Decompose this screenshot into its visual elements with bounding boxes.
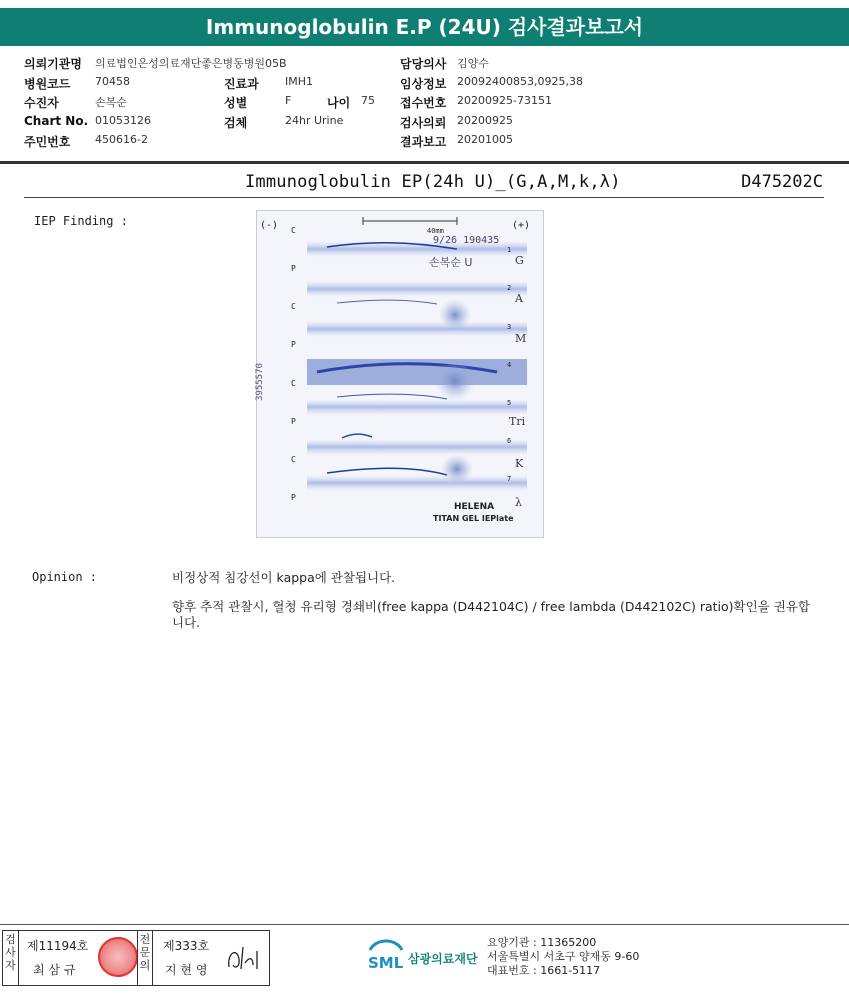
gel-brand-sub: TITAN GEL IEPlate — [433, 514, 514, 523]
antiserum-label: λ — [515, 496, 522, 509]
ward-code-value: 70458 — [95, 75, 130, 88]
seal-stamp — [98, 937, 138, 977]
company-phone: 대표번호 : 1661-5117 — [487, 964, 601, 977]
institution-code: 요양기관 : 11365200 — [487, 936, 597, 949]
lane-letter: P — [291, 417, 296, 426]
dept-value: IMH1 — [285, 75, 314, 88]
test-code: D475202C — [741, 172, 823, 192]
lane-number: 3 — [507, 323, 512, 331]
receipt-value: 20200925-73151 — [457, 94, 552, 107]
antiserum-label: Tri — [509, 415, 526, 428]
gel-patient-name: 손복순 U — [429, 256, 473, 269]
signature-box — [2, 930, 270, 986]
title-underline — [24, 197, 824, 198]
receipt-label: 접수번호 — [400, 96, 447, 110]
lane-letter: C — [291, 455, 296, 464]
id-value: 450616-2 — [95, 133, 148, 146]
test-title: Immunoglobulin EP(24h U)_(G,A,M,k,λ) — [245, 172, 621, 192]
lane-number: 7 — [507, 475, 512, 483]
gel-positive-pole: (+) — [512, 220, 531, 231]
antiserum-label: M — [515, 332, 527, 345]
doctor-label: 담당의사 — [400, 57, 447, 71]
antiserum-label: A — [515, 292, 523, 305]
patient-value: 손복순 — [95, 96, 127, 109]
gel-side-number: 3955570 — [255, 363, 265, 401]
gel-brand: HELENA — [454, 502, 495, 512]
section-divider — [0, 161, 849, 164]
company-name: 삼광의료재단 — [408, 952, 478, 966]
patient-label: 수진자 — [24, 96, 59, 110]
lane-letter: C — [291, 379, 296, 388]
specialist-license: 제333호 — [163, 939, 210, 953]
lane-letter: C — [291, 226, 296, 235]
lane-number: 4 — [507, 361, 512, 369]
lane-letter: P — [291, 493, 296, 502]
specialist-name: 지 현 영 — [165, 963, 208, 977]
sex-value: F — [285, 94, 292, 107]
opinion-line-2: 향후 추적 관찰시, 혈청 유리형 경쇄비(free kappa (D442104C) / free lambda (D442102C) ratio)확인을 권유합니다. — [172, 599, 810, 630]
gel-date: 9/26 190435 — [433, 235, 500, 246]
iep-gel-image — [256, 210, 544, 538]
lane-number: 6 — [507, 437, 512, 445]
sex-label: 성별 — [224, 96, 248, 110]
logo-text: SML — [368, 954, 404, 972]
lane-number: 1 — [507, 246, 512, 254]
age-label: 나이 — [327, 96, 351, 110]
id-label: 주민번호 — [24, 135, 71, 149]
report-value: 20201005 — [457, 133, 513, 146]
iep-finding-label: IEP Finding : — [34, 214, 128, 228]
lane-letter: C — [291, 302, 296, 311]
specialist-label: 전문의 — [137, 931, 153, 985]
chart-label: Chart No. — [24, 114, 89, 128]
gel-negative-pole: (-) — [260, 220, 279, 231]
signature-icon — [223, 939, 263, 979]
opinion-label: Opinion : — [32, 570, 98, 584]
specimen-value: 24hr Urine — [285, 114, 344, 127]
footer-divider — [0, 924, 849, 925]
request-value: 20200925 — [457, 114, 513, 127]
lane-number: 5 — [507, 399, 512, 407]
examiner-name: 최 삼 규 — [33, 963, 76, 977]
dept-label: 진료과 — [224, 77, 259, 91]
lane-letter: P — [291, 340, 296, 349]
gel-scale: 40mm — [427, 227, 444, 235]
hospital-label: 의뢰기관명 — [24, 57, 82, 71]
company-address: 서울특별시 서초구 양재동 9-60 — [487, 950, 640, 963]
lane-number: 2 — [507, 284, 512, 292]
specimen-label: 검체 — [224, 116, 248, 130]
clinical-value: 20092400853,0925,38 — [457, 75, 583, 88]
opinion-line-1: 비정상적 침강선이 kappa에 관찰됩니다. — [172, 570, 396, 585]
lane-letter: P — [291, 264, 296, 273]
gel-drawing — [257, 211, 543, 537]
examiner-license: 제11194호 — [27, 939, 89, 953]
age-value: 75 — [361, 94, 375, 107]
hospital-value: 의료법인은성의료재단좋은병동병원05B — [95, 57, 287, 70]
examiner-label: 검사자 — [3, 931, 19, 985]
antiserum-label: G — [515, 254, 524, 267]
request-label: 검사의뢰 — [400, 116, 447, 130]
company-info — [487, 936, 639, 978]
report-label: 결과보고 — [400, 135, 447, 149]
chart-value: 01053126 — [95, 114, 151, 127]
doctor-value: 김양수 — [457, 57, 489, 70]
ward-code-label: 병원코드 — [24, 77, 71, 91]
report-title: Immunoglobulin E.P (24U) 검사결과보고서 — [0, 8, 849, 46]
patient-info — [24, 55, 844, 155]
antiserum-label: K — [515, 457, 524, 470]
sml-logo-icon — [366, 936, 406, 976]
clinical-label: 임상정보 — [400, 77, 447, 91]
